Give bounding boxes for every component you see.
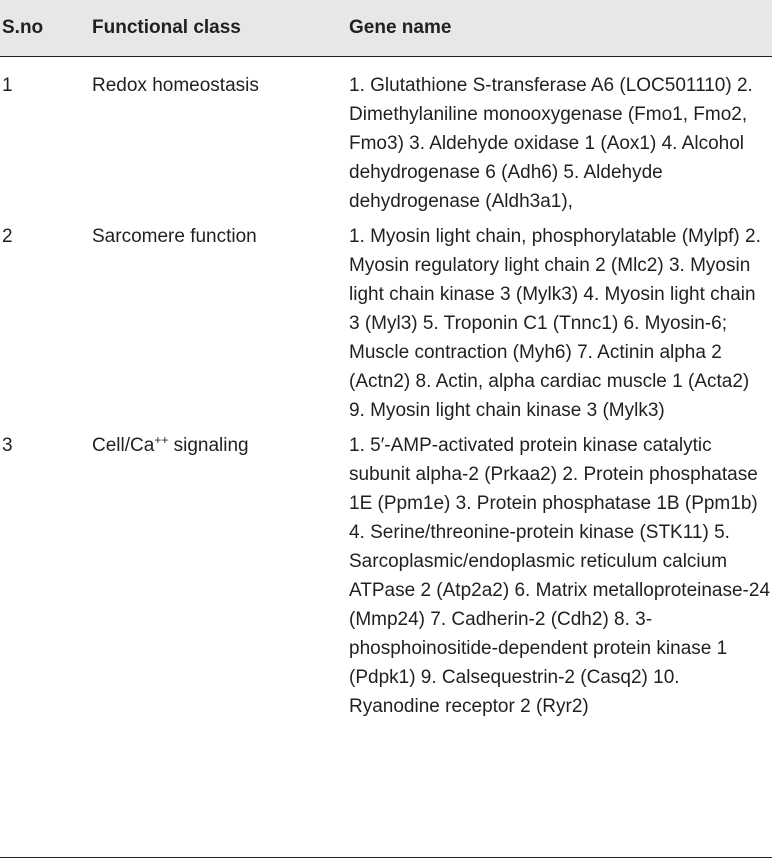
cell-sno: 2 bbox=[2, 225, 13, 247]
header-functional-class: Functional class bbox=[92, 16, 241, 38]
cell-sno: 1 bbox=[2, 74, 13, 96]
table-row bbox=[0, 425, 772, 735]
cell-gene-name: 1. Myosin light chain, phosphorylatable (Mylpf) 2. Myosin regulatory light chain 2 (Mlc2) 3. Myosin light chain kinase 3 (Mylk3) 4. Myosin light chain 3 (Myl3) 5. Troponin C1 (Tnnc1) 6. Myosin-6; Muscle contraction (Myh6) 7. Actinin alpha 2 (Actn2) 8. Actin, alpha cardiac muscle 1 (Acta2) 9. Myosin light chain kinase 3 (Mylk3) bbox=[349, 225, 761, 421]
table-row bbox=[0, 56, 772, 216]
functional-class-prefix: Cell/Ca bbox=[92, 434, 155, 456]
functional-class-superscript: ++ bbox=[154, 432, 169, 447]
table-body bbox=[0, 56, 772, 735]
header-row bbox=[0, 0, 772, 56]
table-row bbox=[0, 216, 772, 425]
cell-sno: 3 bbox=[2, 434, 13, 456]
table-bottom-rule bbox=[0, 857, 772, 858]
cell-gene-name: 1. 5′-AMP-activated protein kinase catalytic subunit alpha-2 (Prkaa2) 2. Protein phosphatase 1E (Ppm1e) 3. Protein phosphatase 1B (Ppm1b) 4. Serine/threonine-protein kinase (STK11) 5. Sarcoplasmic/endoplasmic reticulum calcium ATPase 2 (Atp2a2) 6. Matrix metalloproteinase-24 (Mmp24) 7. Cadherin-2 (Cdh2) 8. 3-phosphoinositide-dependent protein kinase 1 (Pdpk1) 9. Calsequestrin-2 (Casq2) 10. Ryanodine receptor 2 (Ryr2) bbox=[349, 434, 771, 717]
functional-class-suffix: signaling bbox=[168, 434, 249, 456]
header-sno: S.no bbox=[2, 16, 44, 38]
cell-gene-name: 1. Glutathione S-transferase A6 (LOC501110) 2. Dimethylaniline monooxygenase (Fmo1, Fmo2, Fmo3) 3. Aldehyde oxidase 1 (Aox1) 4. Alcohol dehydrogenase 6 (Adh6) 5. Aldehyde dehydrogenase (Aldh3a1), bbox=[349, 74, 753, 212]
header-gene-name: Gene name bbox=[349, 16, 452, 38]
table-header bbox=[0, 0, 772, 56]
cell-functional-class: Redox homeostasis bbox=[92, 74, 259, 96]
cell-functional-class bbox=[92, 425, 347, 735]
cell-functional-class: Sarcomere function bbox=[92, 225, 257, 247]
